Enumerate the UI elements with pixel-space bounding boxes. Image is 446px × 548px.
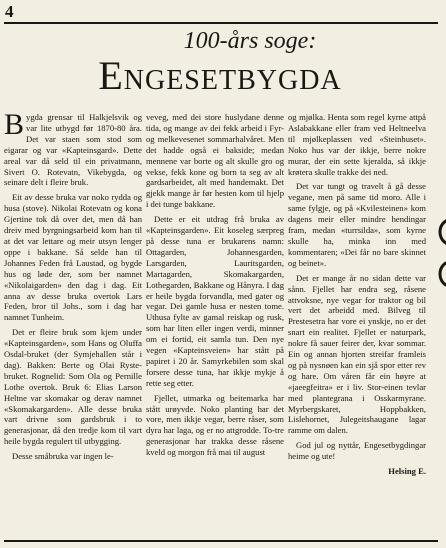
column-3 — [288, 112, 426, 534]
paragraph: Dette er eit utdrag frå bruka av «Kapteinsgarden». Eit koseleg særpreg på desse tuna er brukarens namn: Ottagarden, Johannesgarden, Larsgarden, Lauritsgarden, Martagarden, Skomakargarden, Lothegarden, Bakkane og Hånyra. I dag er heile bygda forvandla, med gater og vegar. Dei gamle husa er nesten tome. Uthusa fylte av gamal reiskap og rusk, som har liten eller ingen verdi, minner om ei fortid, eit samla tun. Den nye vegen «Kapteinsveien» har stått på papiret i 20 år. Samyrkebilen som skal forsere desse tuna, har ikkje mykje å rette seg etter. — [146, 214, 284, 388]
column-2 — [146, 112, 284, 534]
bottom-rule — [4, 540, 438, 542]
paragraph: Det var tungt og travelt å gå desse vegane, men på same tid moro. Alle i same fylgje, og på «Kvilesteinen» kom dagens meir eller mindre hendingar fram, medan «turrsilda», som kyrne skulle ha, minka inn med kommentaren; «Dei får no bare skinnet og beinet». — [288, 181, 426, 268]
article-subtitle: 100-års soge: — [183, 28, 317, 54]
top-rule — [4, 22, 438, 24]
paragraph: Desse småbruka var ingen le- — [12, 451, 114, 462]
page-edge-fragment — [436, 200, 446, 310]
column-1 — [4, 108, 142, 534]
paragraph: Eit av desse bruka var noko rydda og husa (stove). Nikolai Rotevatn og kona Gjertine tok då over det, men då han dreiv med byrgningsarbeid kom han til at det var lettare og meir utsyn lenger oppe i bakkane. Så selde han til Johannes Feden frå Laustad, og bygde hus og løde der, som ber namnet «Nikolaigarden» den dag i dag. Eit anna av desse bruka overtok Lars Feden, bror til Johs., som i dag har namnet Tunheim. — [4, 192, 142, 323]
paragraph: God jul og nyttår, Engesetbygdingar heime og ute! — [288, 440, 426, 462]
paragraph: Bygda grensar til Halkjelsvik og var lite utbygd før 1870-80 åra. Det var staen som stod som eigarar og var «Kapteinsgard». Dette areal var då seld til ein privatmann, Sivert O. Rotevatn, Vikebygda, og seinare delt i fleire bruk. — [4, 108, 142, 188]
page-number: 4 — [5, 2, 14, 21]
paragraph: Det er mange år no sidan dette var sånn. Fjellet har endra seg, råsene attvoksne, nye vegar for traktor og bil vert det arbeidd med. Bilveg til Prestesetra har vore ei ynskje, no er det snart ein realitet. Fjellet er naturpark, nokre få sauer feirer der, kvar sommar. Ein og annan hjorten streifar framleis og på nysnøen kan ein sjå spor etter rev og hare. Om våren får ein høyre at «jaeegfeitra» er i liv. Stor-einen tevlar med plantegrana i Osskarmyrane. Myrbergskaret, Hoppbakken, Lislehornet, Julegeitshaugane lagar ramme om dalen. — [288, 272, 426, 436]
paragraph: veveg, med dei store huslydane denne tida, og mange av dei fekk arbeid i Fyr- og melkevesenet sommarhalvåret. Men det hadde også ei bakside; medan mennene var borte og alt skulle gro og vekse, fekk kone og born ta seg av alt gardsarbeidet, alt med handemakt. Det gjekk mange år før hesten kom til hjelp i dei tunge bakkane. — [146, 112, 284, 210]
paragraph: Fjellet, utmarka og beitemarka har stått urøyvde. Noko planting har det vore, men ikkje vegar, berre råser, som dyra har laga, og er no attgrodde. To-tre generasjonar har trakka desse råsene kveld og morgon frå mai til august — [146, 392, 284, 458]
signature: Helsing E. — [388, 466, 426, 477]
paragraph: og mjølka. Henta som regel kyrne attpå Aslabakkane eller fram ved Heltneelva til mjølkeplassen ved «Steinhuset». Noko hus var der ikkje, berre nokre murar, der ein sette kjeralda, så ikkje krøtera skulle trakke dei ned. — [288, 112, 426, 177]
drop-cap: B — [4, 108, 25, 141]
cut-letter-icon — [436, 200, 446, 310]
article-title: Engesetbygda — [98, 53, 342, 98]
article-columns — [4, 108, 428, 534]
paragraph: Det er fleire bruk som kjem under «Kapteinsgarden», som Hans og Oluffa Osdal-bruket (der Symjehallen står i dag). Bakken: Berte og Olai Ryste-bruket. Rognelid: Som Ola og Pernille Lothe overtok. Bruk 6: Elias Larson Heltne var skomakar og derav namnet «Skomakargarden». Alle desse bruka vart drivne som gardsbruk i to generasjonar, då den tredje kom til vart heile bygda regulert til utbygging. — [4, 327, 142, 447]
